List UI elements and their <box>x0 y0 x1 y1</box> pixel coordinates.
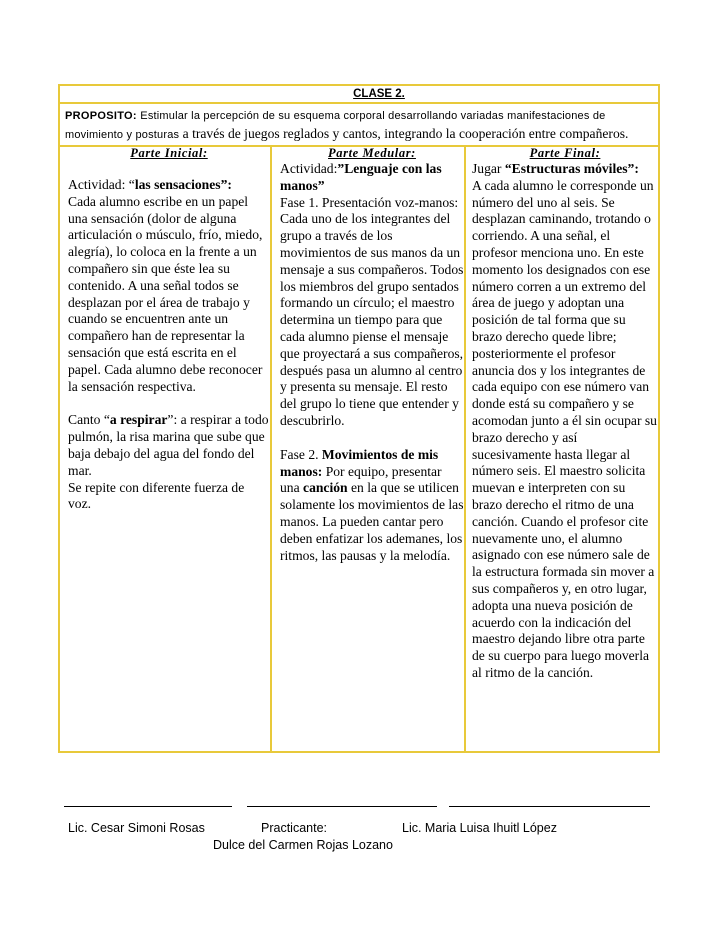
initial-activity-body: Cada alumno escribe en un papel una sensación (dolor de alguna articulación o músculo, frío, miedo, alegría), lo coloca en la frente a un compañero sin que éste lea su contenido. A una señal todos se desplazan por el área de trabajo y cuando se encuentren ante un compañero han de representar la sensación que está escrita en el papel. Cada alumno debe reconocer la sensación respectiva. <box>68 193 263 394</box>
middle-phase2-name: Movimientos de mis manos: <box>280 446 439 479</box>
final-activity-prefix: Jugar <box>472 161 505 176</box>
middle-phase2 <box>280 447 464 565</box>
final-activity-body: A cada alumno le corresponde un número del uno al seis. Se desplazan caminando, trotando o corriendo. A una señal, el profesor menciona uno. En este momento los designados con ese número corren a un extremo del área de juego y adoptan una posición de tal forma que su brazo derecho quede libre; posteriormente el profesor anuncia dos y los integrantes de cada equipo con ese número van donde está su compañero y se acomodan junto a él sin ocupar su brazo derecho y así sucesivamente hasta llegar al número seis. El maestro solicita muevan e interpreten con su brazo derecho el ritmo de una canción. Cuando el profesor cite nuevamente uno, el alumno asignado con ese número sale de la estructura formada sin mover a sus compañeros y, en otro lugar, adopta una nueva posición de acuerdo con la indicación del maestro dejando libre otra parte de su cuerpo para luego moverla al ritmo de la canción. <box>472 177 657 680</box>
initial-part-heading: Parte Inicial: <box>130 146 208 160</box>
class-title: CLASE 2. <box>353 88 405 100</box>
initial-activity <box>68 177 270 194</box>
final-activity <box>472 161 658 178</box>
initial-song <box>68 412 270 479</box>
middle-part-column <box>272 147 466 751</box>
initial-part-column <box>60 147 272 751</box>
lesson-plan-table <box>58 84 660 753</box>
middle-activity-name: ”Lenguaje con las manos” <box>280 161 442 193</box>
signature-middle-name: Dulce del Carmen Rojas Lozano <box>213 838 393 852</box>
signature-line-middle <box>247 806 437 808</box>
middle-part-heading: Parte Medular: <box>328 146 416 160</box>
class-title-row <box>60 86 658 104</box>
initial-song-name: a respirar <box>109 412 168 428</box>
middle-activity <box>280 161 464 195</box>
signature-right-name: Lic. Maria Luisa Ihuitl López <box>402 821 557 835</box>
initial-activity-name: las sensaciones <box>134 177 221 192</box>
initial-activity-suffix: ”: <box>220 177 232 192</box>
signature-line-right <box>449 806 650 808</box>
middle-phase2-text-a: Por equipo, presentar una <box>280 463 442 496</box>
initial-song-text: ”: a respirar a todo pulmón, la risa marina que sube que baja debajo del agua del fondo del mar. <box>68 412 269 478</box>
initial-song-prefix: Canto “ <box>68 412 110 428</box>
signature-left-name: Lic. Cesar Simoni Rosas <box>68 821 205 835</box>
purpose-text-sans: Estimular la percepción de su esquema corporal desarrollando variadas manifestaciones de movimiento y posturas <box>65 110 606 141</box>
purpose-text-serif: a través de juegos reglados y cantos, integrando la cooperación entre compañeros. <box>182 126 629 141</box>
lesson-columns <box>60 147 658 751</box>
signature-line-left <box>64 806 232 808</box>
final-activity-name: “Estructuras móviles”: <box>504 161 639 176</box>
signature-middle-label: Practicante: <box>261 821 328 835</box>
middle-phase2-text-b: en la que se utilicen solamente los movimientos de las manos. La pueden cantar pero deben enfatizar los ademanes, los ritmos, las pausas y la melodía. <box>280 480 464 563</box>
middle-phase2-prefix: Fase 2. <box>280 446 322 462</box>
middle-activity-prefix: Actividad: <box>280 161 338 176</box>
final-part-column <box>466 147 658 751</box>
middle-phase2-bold: canción <box>303 480 348 496</box>
middle-phase1: Fase 1. Presentación voz-manos: Cada uno de los integrantes del grupo a través de los movimientos de sus manos da un mensaje a sus compañeros. Todos los miembros del grupo sentados formando un círculo; el maestro determina un tiempo para que cada alumno piense el mensaje que proyectará a sus compañeros, después pasa un alumno al centro y presenta su mensaje. El resto del grupo lo tiene que entender y descubrirlo. <box>280 194 464 428</box>
initial-repeat: Se repite con diferente fuerza de voz. <box>68 479 245 512</box>
purpose-row <box>60 104 658 147</box>
final-part-heading: Parte Final: <box>529 146 601 160</box>
purpose-label: PROPOSITO: <box>65 110 137 122</box>
initial-activity-prefix: Actividad: “ <box>68 177 135 192</box>
